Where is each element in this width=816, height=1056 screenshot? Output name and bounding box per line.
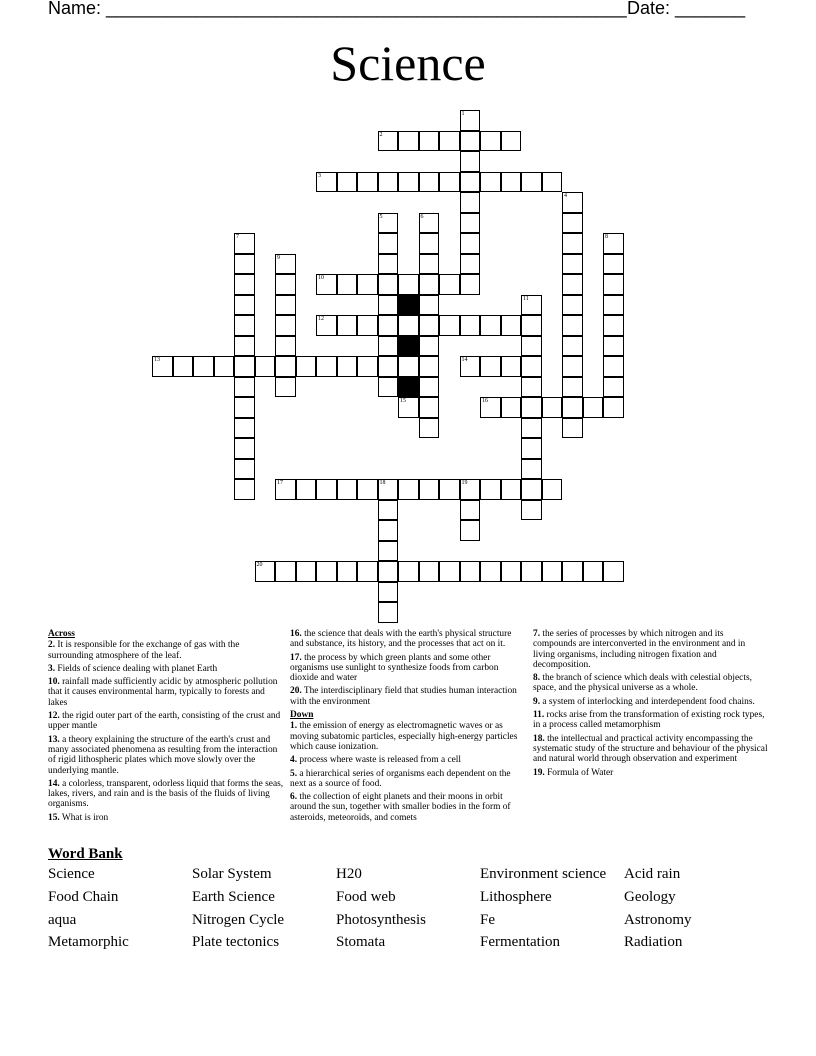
grid-cell[interactable] <box>521 459 542 480</box>
word-bank-item: aqua <box>48 912 77 928</box>
grid-cell[interactable] <box>439 172 460 193</box>
clue-number: 10 <box>318 275 324 281</box>
grid-cell[interactable] <box>460 172 481 193</box>
grid-cell[interactable] <box>152 356 173 377</box>
grid-cell[interactable] <box>234 295 255 316</box>
grid-cell[interactable] <box>234 336 255 357</box>
across-clue <box>48 735 284 776</box>
grid-cell[interactable] <box>603 377 624 398</box>
grid-cell[interactable] <box>234 356 255 377</box>
grid-cell[interactable] <box>562 213 583 234</box>
grid-cell[interactable] <box>603 336 624 357</box>
grid-cell[interactable] <box>337 356 358 377</box>
clue-text: a theory explaining the structure of the earth's crust and many associated phenomena as resulting from the interaction of rigid lithospheric plates which move slowly over the underlying mantle. <box>48 734 278 776</box>
grid-cell[interactable] <box>378 336 399 357</box>
grid-cell[interactable] <box>275 274 296 295</box>
across-clue <box>290 629 526 650</box>
clue-number: 2 <box>379 131 383 138</box>
word-bank-title: Word Bank <box>48 846 123 862</box>
grid-cell[interactable] <box>521 438 542 459</box>
word-bank-item: Plate tectonics <box>192 934 280 950</box>
grid-cell[interactable] <box>234 254 255 275</box>
grid-cell[interactable] <box>378 172 399 193</box>
word-bank-item: Food web <box>336 889 396 905</box>
grid-cell[interactable] <box>460 233 481 254</box>
grid-cell[interactable] <box>398 356 419 377</box>
word-bank-item: Solar System <box>192 866 272 882</box>
down-clue <box>290 721 526 752</box>
down-clue <box>290 769 526 790</box>
word-bank-item: Lithosphere <box>480 889 552 905</box>
grid-cell[interactable] <box>419 377 440 398</box>
grid-cell[interactable] <box>562 192 583 213</box>
grid-cell[interactable] <box>521 397 542 418</box>
clue-label: 15. <box>48 812 60 823</box>
grid-cell[interactable] <box>521 172 542 193</box>
grid-cell[interactable] <box>234 438 255 459</box>
grid-cell[interactable] <box>521 418 542 439</box>
word-bank-item: Nitrogen Cycle <box>192 912 285 928</box>
clue-text: the science that deals with the earth's physical structure and substance, its history, and the processes that act on it. <box>290 629 512 650</box>
grid-cell[interactable] <box>562 254 583 275</box>
clue-label: 11. <box>533 710 545 721</box>
word-bank-item: Astronomy <box>624 912 692 928</box>
clue-text: a hierarchical series of organisms each dependent on the next as a source of food. <box>290 768 511 789</box>
grid-cell[interactable] <box>480 561 501 582</box>
grid-cell[interactable] <box>337 274 358 295</box>
grid-cell[interactable] <box>603 561 624 582</box>
grid-cell[interactable] <box>398 561 419 582</box>
grid-cell[interactable] <box>521 479 542 500</box>
clue-text: the branch of science which deals with celestial objects, space, and the physical universe as a whole. <box>533 673 752 694</box>
grid-cell[interactable] <box>357 561 378 582</box>
clue-number: 6 <box>420 213 424 220</box>
clue-text: The interdisciplinary field that studies human interaction with the environment <box>290 686 517 707</box>
grid-cell[interactable] <box>419 356 440 377</box>
grid-cell[interactable] <box>255 561 276 582</box>
clue-text: Formula of Water <box>544 767 614 778</box>
grid-cell[interactable] <box>562 418 583 439</box>
grid-cell[interactable] <box>296 479 317 500</box>
grid-cell[interactable] <box>398 172 419 193</box>
grid-cell[interactable] <box>521 336 542 357</box>
grid-cell[interactable] <box>542 561 563 582</box>
across-clue <box>48 640 284 661</box>
clue-number: 14 <box>461 357 468 363</box>
grid-cell[interactable] <box>357 172 378 193</box>
grid-cell[interactable] <box>357 274 378 295</box>
grid-cell[interactable] <box>398 397 419 418</box>
grid-cell[interactable] <box>234 479 255 500</box>
grid-cell[interactable] <box>419 254 440 275</box>
grid-cell[interactable] <box>460 110 481 131</box>
grid-cell[interactable] <box>603 315 624 336</box>
clue-label: 6. <box>290 792 298 803</box>
grid-cell[interactable] <box>603 233 624 254</box>
word-bank-item: Science <box>48 866 95 882</box>
word-bank-item: Fe <box>480 912 495 928</box>
clue-number: 18 <box>379 480 386 486</box>
clue-label: 12. <box>48 711 60 722</box>
grid-cell[interactable] <box>501 397 522 418</box>
page-title: Science <box>330 35 486 91</box>
down-heading: Down <box>290 710 314 721</box>
grid-cell[interactable] <box>275 254 296 275</box>
clue-number: 11 <box>523 295 529 302</box>
name-field[interactable]: Name: ____________________________________________________ <box>48 0 627 18</box>
word-bank-item: Radiation <box>624 934 683 950</box>
clue-label: 10. <box>48 677 60 688</box>
grid-cell[interactable] <box>603 295 624 316</box>
grid-cell[interactable] <box>419 397 440 418</box>
grid-cell[interactable] <box>419 295 440 316</box>
grid-cell[interactable] <box>542 397 563 418</box>
clue-number: 15 <box>400 398 406 404</box>
grid-cell[interactable] <box>357 479 378 500</box>
grid-cell[interactable] <box>603 274 624 295</box>
clues-column-1 <box>48 629 284 826</box>
grid-cell[interactable] <box>460 131 481 152</box>
down-clue <box>290 792 526 823</box>
grid-cell[interactable] <box>501 356 522 377</box>
clue-label: 9. <box>533 696 541 707</box>
grid-cell[interactable] <box>398 479 419 500</box>
grid-cell[interactable] <box>480 131 501 152</box>
clue-label: 14. <box>48 778 60 789</box>
grid-cell[interactable] <box>419 315 440 336</box>
black-cell <box>398 377 419 398</box>
grid-cell[interactable] <box>419 561 440 582</box>
grid-cell[interactable] <box>316 172 337 193</box>
grid-cell[interactable] <box>378 213 399 234</box>
grid-cell[interactable] <box>480 356 501 377</box>
grid-cell[interactable] <box>439 479 460 500</box>
grid-cell[interactable] <box>378 377 399 398</box>
grid-cell[interactable] <box>275 377 296 398</box>
grid-cell[interactable] <box>419 479 440 500</box>
grid-cell[interactable] <box>419 336 440 357</box>
grid-cell[interactable] <box>296 561 317 582</box>
word-bank-item: Earth Science <box>192 889 275 905</box>
grid-cell[interactable] <box>419 274 440 295</box>
grid-cell[interactable] <box>480 397 501 418</box>
grid-cell[interactable] <box>480 315 501 336</box>
clue-text: a colorless, transparent, odorless liquid that forms the seas, lakes, rivers, and rain and is the basis of the fluids of living organisms. <box>48 778 284 810</box>
grid-cell[interactable] <box>316 315 337 336</box>
grid-cell[interactable] <box>378 274 399 295</box>
grid-cell[interactable] <box>460 500 481 521</box>
grid-cell[interactable] <box>275 356 296 377</box>
grid-cell[interactable] <box>378 295 399 316</box>
grid-cell[interactable] <box>460 151 481 172</box>
grid-cell[interactable] <box>378 541 399 562</box>
black-cell <box>398 336 419 357</box>
clue-text: It is responsible for the exchange of gas with the surrounding atmosphere of the leaf. <box>48 640 240 661</box>
grid-cell[interactable] <box>460 561 481 582</box>
grid-cell[interactable] <box>337 172 358 193</box>
across-clue <box>290 686 526 707</box>
grid-cell[interactable] <box>173 356 194 377</box>
grid-cell[interactable] <box>296 356 317 377</box>
grid-cell[interactable] <box>562 377 583 398</box>
grid-cell[interactable] <box>439 274 460 295</box>
grid-cell[interactable] <box>419 172 440 193</box>
grid-cell[interactable] <box>337 315 358 336</box>
word-bank-item: H20 <box>336 866 362 882</box>
grid-cell[interactable] <box>316 479 337 500</box>
down-clue <box>533 768 769 778</box>
down-clue <box>290 755 526 765</box>
grid-cell[interactable] <box>398 274 419 295</box>
grid-cell[interactable] <box>275 561 296 582</box>
grid-cell[interactable] <box>562 336 583 357</box>
grid-cell[interactable] <box>378 561 399 582</box>
grid-cell[interactable] <box>521 315 542 336</box>
grid-cell[interactable] <box>562 274 583 295</box>
word-bank-item: Environment science <box>480 866 607 882</box>
word-bank-item: Food Chain <box>48 889 119 905</box>
grid-cell[interactable] <box>419 213 440 234</box>
clue-number: 16 <box>482 398 488 404</box>
clue-text: the series of processes by which nitrogen and its compounds are interconverted in the environment and in living organisms, including nitrogen fixation and decomposition. <box>533 629 746 670</box>
grid-cell[interactable] <box>460 192 481 213</box>
grid-cell[interactable] <box>419 233 440 254</box>
grid-cell[interactable] <box>460 213 481 234</box>
across-clue <box>48 664 284 674</box>
grid-cell[interactable] <box>378 602 399 623</box>
grid-cell[interactable] <box>521 561 542 582</box>
grid-cell[interactable] <box>439 315 460 336</box>
across-heading: Across <box>48 629 75 639</box>
word-bank-item: Fermentation <box>480 934 560 950</box>
across-clue <box>48 813 284 823</box>
grid-cell[interactable] <box>501 561 522 582</box>
grid-cell[interactable] <box>439 561 460 582</box>
clue-label: 13. <box>48 734 60 745</box>
clue-text: the intellectual and practical activity encompassing the systematic study of the structure and behaviour of the physical and natural world through observation and experiment <box>533 733 768 765</box>
clue-number: 1 <box>461 111 465 117</box>
clue-text: the process by which green plants and some other organisms use sunlight to synthesize foods from carbon dioxide and water <box>290 652 499 684</box>
grid-cell[interactable] <box>460 520 481 541</box>
clue-text: a system of interlocking and interdependent food chains. <box>540 696 755 707</box>
clue-number: 12 <box>318 316 324 322</box>
clue-text: rocks arise from the transformation of existing rock types, in a process called metamorphism <box>533 710 765 731</box>
grid-cell[interactable] <box>460 479 481 500</box>
grid-cell[interactable] <box>337 479 358 500</box>
grid-cell[interactable] <box>419 418 440 439</box>
grid-cell[interactable] <box>316 274 337 295</box>
clue-number: 4 <box>564 193 567 199</box>
clue-label: 18. <box>533 733 545 744</box>
grid-cell[interactable] <box>562 315 583 336</box>
grid-cell[interactable] <box>316 561 337 582</box>
grid-cell[interactable] <box>542 172 563 193</box>
clue-text: process where waste is released from a cell <box>297 755 462 766</box>
clue-number: 20 <box>256 562 263 568</box>
clue-label: 19. <box>533 767 545 778</box>
grid-cell[interactable] <box>378 479 399 500</box>
grid-cell[interactable] <box>275 336 296 357</box>
grid-cell[interactable] <box>562 561 583 582</box>
grid-cell[interactable] <box>398 131 419 152</box>
down-clue <box>533 673 769 694</box>
grid-cell[interactable] <box>521 356 542 377</box>
grid-cell[interactable] <box>603 356 624 377</box>
grid-cell[interactable] <box>460 254 481 275</box>
grid-cell[interactable] <box>275 479 296 500</box>
grid-cell[interactable] <box>234 459 255 480</box>
grid-cell[interactable] <box>460 274 481 295</box>
clue-label: 17. <box>290 652 302 663</box>
grid-cell[interactable] <box>378 254 399 275</box>
clue-number: 8 <box>605 234 608 240</box>
word-bank-item: Stomata <box>336 934 386 950</box>
grid-cell[interactable] <box>337 561 358 582</box>
clue-text: the collection of eight planets and their moons in orbit around the sun, together with smaller bodies in the form of asteroids, meteoroids, and comets <box>290 792 511 823</box>
clue-text: What is iron <box>59 812 109 823</box>
down-clue <box>533 734 769 765</box>
grid-cell[interactable] <box>603 397 624 418</box>
grid-cell[interactable] <box>234 377 255 398</box>
grid-cell[interactable] <box>378 315 399 336</box>
clue-text: the emission of energy as electromagnetic waves or as moving subatomic particles, especially high-energy particles which cause ionization. <box>290 721 518 752</box>
clue-number: 13 <box>154 357 160 363</box>
grid-cell[interactable] <box>234 233 255 254</box>
clue-text: the rigid outer part of the earth, consisting of the crust and upper mantle <box>48 711 281 732</box>
grid-cell[interactable] <box>460 315 481 336</box>
grid-cell[interactable] <box>378 131 399 152</box>
grid-cell[interactable] <box>439 131 460 152</box>
grid-cell[interactable] <box>562 295 583 316</box>
clue-text: rainfall made sufficiently acidic by atmospheric pollution that it causes environmental harm, typically to forests and lakes <box>48 677 278 708</box>
grid-cell[interactable] <box>214 356 235 377</box>
clue-label: 20. <box>290 686 302 697</box>
grid-cell[interactable] <box>480 479 501 500</box>
grid-cell[interactable] <box>255 356 276 377</box>
across-clue <box>290 653 526 684</box>
grid-cell[interactable] <box>275 295 296 316</box>
grid-cell[interactable] <box>521 377 542 398</box>
clue-text: Fields of science dealing with planet Earth <box>55 663 218 674</box>
clue-number: 7 <box>236 234 239 240</box>
clue-label: 8. <box>533 673 541 684</box>
clue-number: 17 <box>277 480 283 486</box>
clue-number: 3 <box>318 172 321 179</box>
grid-cell[interactable] <box>521 500 542 521</box>
grid-cell[interactable] <box>378 233 399 254</box>
grid-cell[interactable] <box>501 315 522 336</box>
black-cell <box>398 295 419 316</box>
clues-column-3 <box>533 629 769 781</box>
grid-cell[interactable] <box>357 356 378 377</box>
grid-cell[interactable] <box>562 397 583 418</box>
clue-label: 2. <box>48 640 56 651</box>
clue-label: 4. <box>290 755 298 766</box>
grid-cell[interactable] <box>583 561 604 582</box>
clue-number: 19 <box>461 480 468 486</box>
across-clue <box>48 677 284 708</box>
grid-cell[interactable] <box>378 582 399 603</box>
grid-cell[interactable] <box>501 479 522 500</box>
clue-label: 1. <box>290 721 298 732</box>
grid-cell[interactable] <box>378 500 399 521</box>
clue-label: 16. <box>290 629 302 639</box>
down-clue <box>533 629 769 670</box>
grid-cell[interactable] <box>583 397 604 418</box>
grid-cell[interactable] <box>501 131 522 152</box>
grid-cell[interactable] <box>193 356 214 377</box>
date-field[interactable]: Date: _______ <box>627 0 746 18</box>
word-bank-item: Metamorphic <box>48 934 129 950</box>
down-clue <box>533 710 769 731</box>
grid-cell[interactable] <box>460 356 481 377</box>
clue-label: 3. <box>48 663 56 674</box>
clues-column-2 <box>290 629 526 826</box>
across-clue <box>48 779 284 810</box>
clue-number: 9 <box>277 254 280 261</box>
clue-label: 7. <box>533 629 541 639</box>
grid-cell[interactable] <box>316 356 337 377</box>
word-bank-item: Photosynthesis <box>336 912 427 928</box>
grid-cell[interactable] <box>234 274 255 295</box>
word-bank-item: Acid rain <box>624 866 681 882</box>
word-bank-item: Geology <box>624 889 676 905</box>
grid-cell[interactable] <box>398 315 419 336</box>
grid-cell[interactable] <box>603 254 624 275</box>
grid-cell[interactable] <box>480 172 501 193</box>
grid-cell[interactable] <box>357 315 378 336</box>
grid-cell[interactable] <box>234 315 255 336</box>
grid-cell[interactable] <box>542 479 563 500</box>
grid-cell[interactable] <box>378 356 399 377</box>
grid-cell[interactable] <box>419 131 440 152</box>
grid-cell[interactable] <box>378 520 399 541</box>
across-clue <box>48 711 284 732</box>
grid-cell[interactable] <box>234 418 255 439</box>
clue-label: 5. <box>290 768 298 779</box>
grid-cell[interactable] <box>562 233 583 254</box>
grid-cell[interactable] <box>234 397 255 418</box>
grid-cell[interactable] <box>521 295 542 316</box>
clue-number: 5 <box>379 213 383 220</box>
grid-cell[interactable] <box>275 315 296 336</box>
grid-cell[interactable] <box>562 356 583 377</box>
grid-cell[interactable] <box>501 172 522 193</box>
down-clue <box>533 697 769 707</box>
